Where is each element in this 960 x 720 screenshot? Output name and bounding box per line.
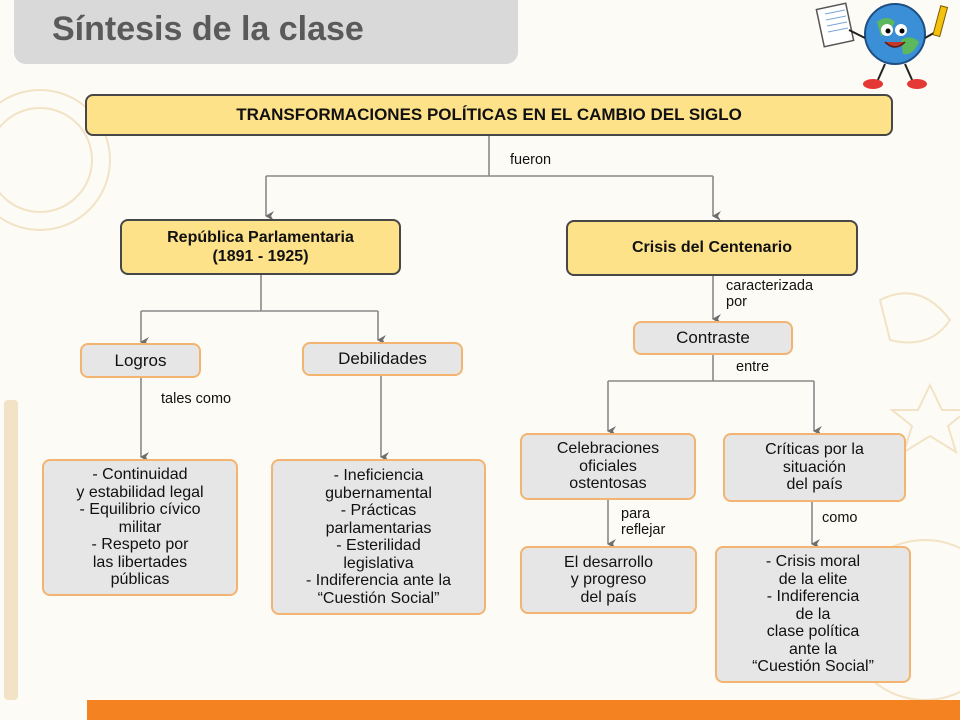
criticas-item: de la — [795, 605, 831, 623]
criticas-box — [723, 433, 906, 502]
criticas-line: situación — [782, 458, 847, 476]
debilidades-label: Debilidades — [338, 349, 427, 368]
crisis-connector-label: caracterizada por — [726, 278, 814, 310]
criticas-item: ante la — [788, 640, 838, 658]
logros-connector-label: tales como — [161, 391, 232, 407]
criticas-item: - Crisis moral — [765, 553, 861, 571]
debilidades-item: parlamentarias — [325, 519, 432, 537]
logros-label: Logros — [114, 350, 167, 370]
criticas-item: de la elite — [778, 570, 848, 588]
debilidades-item: - Ineficiencia — [333, 467, 424, 484]
logros-item: y estabilidad legal — [76, 483, 204, 501]
root-connector-label: fueron — [510, 152, 552, 168]
debilidades-box — [302, 342, 463, 376]
crisis-box — [566, 220, 858, 276]
contraste-label: Contraste — [676, 328, 750, 347]
republica-name: República Parlamentaria — [167, 229, 354, 246]
contraste-connector-label: entre — [736, 359, 770, 375]
criticas-line: del país — [786, 476, 843, 494]
logros-item: públicas — [110, 571, 170, 589]
crisis-label: Crisis del Centenario — [631, 239, 793, 256]
debilidades-list-box — [271, 459, 486, 615]
celebraciones-line: Celebraciones — [556, 440, 660, 458]
criticas-line: Críticas por la — [765, 441, 864, 459]
republica-box — [120, 219, 401, 275]
root-label: TRANSFORMACIONES POLÍTICAS EN EL CAMBIO DEL SIGLO — [236, 105, 742, 124]
debilidades-item: gubernamental — [325, 484, 432, 502]
logros-item: las libertades — [92, 553, 188, 571]
celebraciones-line: oficiales — [579, 457, 637, 475]
logros-item: - Equilibrio cívico — [79, 501, 201, 519]
desarrollo-line: El desarrollo — [564, 553, 653, 571]
desarrollo-box — [520, 546, 697, 614]
logros-item: - Continuidad — [92, 466, 188, 484]
criticas-connector-label: como — [822, 510, 858, 526]
criticas-list-box — [715, 546, 911, 683]
debilidades-item: - Prácticas — [340, 502, 417, 519]
logros-list-box — [42, 459, 238, 596]
desarrollo-line: del país — [580, 588, 637, 606]
celebraciones-box — [520, 433, 696, 500]
slide-title: Síntesis de la clase — [52, 10, 364, 48]
root-box — [85, 94, 893, 136]
desarrollo-line: y progreso — [570, 571, 647, 589]
debilidades-item: legislativa — [343, 554, 414, 572]
debilidades-item: “Cuestión Social” — [317, 589, 440, 607]
celebraciones-line: ostentosas — [569, 475, 647, 493]
debilidades-item: - Esterilidad — [336, 537, 421, 554]
logros-item: militar — [118, 518, 162, 536]
criticas-item: clase política — [766, 623, 860, 641]
criticas-item: - Indiferencia — [766, 588, 860, 606]
debilidades-item: - Indiferencia ante la — [306, 572, 451, 589]
logros-item: - Respeto por — [91, 536, 189, 554]
contraste-box — [633, 321, 793, 355]
logros-box — [80, 343, 201, 378]
republica-period: (1891 - 1925) — [212, 248, 309, 265]
celebraciones-connector-label: para reflejar — [621, 506, 666, 538]
criticas-item: “Cuestión Social” — [752, 658, 874, 676]
bottom-accent-bar — [87, 700, 960, 720]
